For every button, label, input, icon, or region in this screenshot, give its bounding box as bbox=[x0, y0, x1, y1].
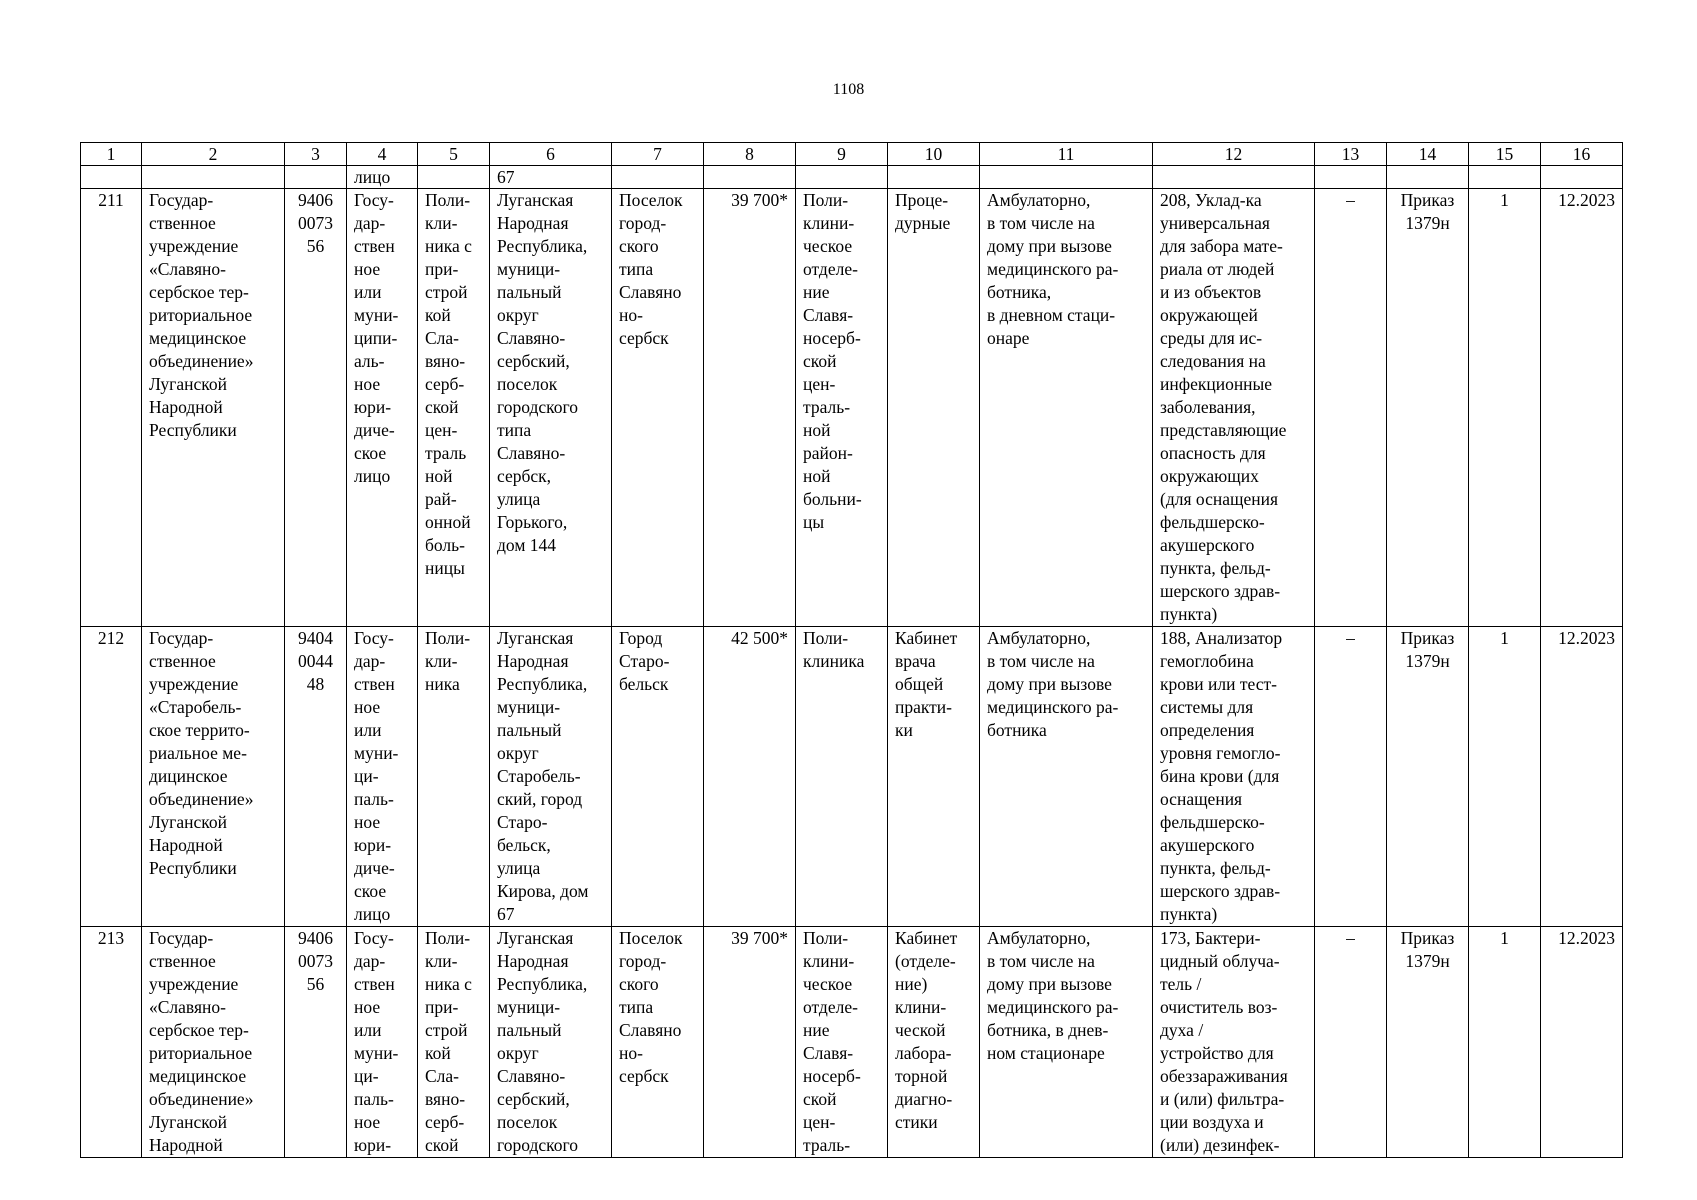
column-number: 2 bbox=[142, 143, 285, 166]
order-reference: Приказ 1379н bbox=[1387, 927, 1469, 1158]
table-cell: лицо bbox=[347, 166, 418, 189]
division: Поли- клини- ческое отделе- ние Славя- носерб- ской цен- траль- bbox=[796, 927, 888, 1158]
table-cell bbox=[888, 166, 980, 189]
table-cell bbox=[81, 166, 142, 189]
organization-code: 9406 0073 56 bbox=[285, 189, 347, 627]
address: Луганская Народная Республика, муници- пальный округ Славяно- сербский, поселок городского bbox=[490, 927, 612, 1158]
locality: Поселок город- ского типа Славяно но- сербск bbox=[612, 927, 704, 1158]
room: Проце- дурные bbox=[888, 189, 980, 627]
care-conditions: Амбулаторно, в том числе на дому при вызове медицинского ра- ботника bbox=[980, 627, 1153, 927]
quantity: 1 bbox=[1469, 927, 1541, 1158]
table-cell bbox=[612, 166, 704, 189]
table-row bbox=[81, 627, 1623, 927]
address: Луганская Народная Республика, муници- пальный округ Старобель- ский, город Старо- бельск, улица Кирова, дом 67 bbox=[490, 627, 612, 927]
population: 39 700* bbox=[704, 189, 796, 627]
date: 12.2023 bbox=[1541, 627, 1623, 927]
organization-type: Госу- дар- ствен ное или муни- ципи- аль- ное юри- диче- ское лицо bbox=[347, 189, 418, 627]
order-reference: Приказ 1379н bbox=[1387, 189, 1469, 627]
column-number-row bbox=[81, 143, 1623, 166]
column-number: 15 bbox=[1469, 143, 1541, 166]
address: Луганская Народная Республика, муници- пальный округ Славяно- сербский, поселок городского типа Славяно- сербск, улица Горького, дом 144 bbox=[490, 189, 612, 627]
date: 12.2023 bbox=[1541, 927, 1623, 1158]
facility-unit: Поли- кли- ника bbox=[418, 627, 490, 927]
equipment: 208, Уклад-ка универсальная для забора мате- риала от людей и из объектов окружающей среды для ис- следования на инфекционные заболевания, представляющие опасность для окружающих (для оснащения фельдшерско- акушерского пункта, фельд- шерского здрав- пункта) bbox=[1153, 189, 1315, 627]
column-number: 5 bbox=[418, 143, 490, 166]
continuation-row bbox=[81, 166, 1623, 189]
organization-name: Государ- ственное учреждение «Старобель- ское террито- риальное ме- дицинское объединение» Луганской Народной Республики bbox=[142, 627, 285, 927]
row-number: 212 bbox=[81, 627, 142, 927]
locality: Поселок город- ского типа Славяно но- сербск bbox=[612, 189, 704, 627]
table-cell bbox=[1469, 166, 1541, 189]
order-reference: Приказ 1379н bbox=[1387, 627, 1469, 927]
division: Поли- клини- ческое отделе- ние Славя- носерб- ской цен- траль- ной район- ной больни- цы bbox=[796, 189, 888, 627]
row-number: 211 bbox=[81, 189, 142, 627]
column-number: 11 bbox=[980, 143, 1153, 166]
column-13-value: – bbox=[1315, 927, 1387, 1158]
column-number: 12 bbox=[1153, 143, 1315, 166]
column-number: 8 bbox=[704, 143, 796, 166]
table-row bbox=[81, 189, 1623, 627]
equipment: 188, Анализатор гемоглобина крови или тест- системы для определения уровня гемогло- бина крови (для оснащения фельдшерско- акушерского пункта, фельд- шерского здрав- пункта) bbox=[1153, 627, 1315, 927]
column-number: 16 bbox=[1541, 143, 1623, 166]
row-number: 213 bbox=[81, 927, 142, 1158]
organization-code: 9406 0073 56 bbox=[285, 927, 347, 1158]
population: 39 700* bbox=[704, 927, 796, 1158]
column-number: 14 bbox=[1387, 143, 1469, 166]
care-conditions: Амбулаторно, в том числе на дому при вызове медицинского ра- ботника, в дневном стаци- онаре bbox=[980, 189, 1153, 627]
column-number: 1 bbox=[81, 143, 142, 166]
quantity: 1 bbox=[1469, 189, 1541, 627]
care-conditions: Амбулаторно, в том числе на дому при вызове медицинского ра- ботника, в днев- ном стационаре bbox=[980, 927, 1153, 1158]
table-cell: 67 bbox=[490, 166, 612, 189]
column-number: 4 bbox=[347, 143, 418, 166]
table-cell bbox=[285, 166, 347, 189]
column-13-value: – bbox=[1315, 189, 1387, 627]
column-number: 13 bbox=[1315, 143, 1387, 166]
column-number: 10 bbox=[888, 143, 980, 166]
table-cell bbox=[796, 166, 888, 189]
date: 12.2023 bbox=[1541, 189, 1623, 627]
page-number: 1108 bbox=[832, 81, 865, 98]
table-cell bbox=[1387, 166, 1469, 189]
division: Поли- клиника bbox=[796, 627, 888, 927]
column-number: 9 bbox=[796, 143, 888, 166]
table-cell bbox=[142, 166, 285, 189]
equipment: 173, Бактери- цидный облуча- тель / очиститель воз- духа / устройство для обеззараживания и (или) фильтра- ции воздуха и (или) дезинфек- bbox=[1153, 927, 1315, 1158]
facility-unit: Поли- кли- ника с при- строй кой Сла- вяно- серб- ской bbox=[418, 927, 490, 1158]
organization-code: 9404 0044 48 bbox=[285, 627, 347, 927]
registry-table bbox=[80, 142, 1623, 1158]
column-number: 7 bbox=[612, 143, 704, 166]
locality: Город Старо- бельск bbox=[612, 627, 704, 927]
table-cell bbox=[1153, 166, 1315, 189]
column-13-value: – bbox=[1315, 627, 1387, 927]
facility-unit: Поли- кли- ника с при- строй кой Сла- вяно- серб- ской цен- траль ной рай- онной боль- ницы bbox=[418, 189, 490, 627]
table-cell bbox=[980, 166, 1153, 189]
quantity: 1 bbox=[1469, 627, 1541, 927]
organization-name: Государ- ственное учреждение «Славяно- сербское тер- риториальное медицинское объединение» Луганской Народной Республики bbox=[142, 189, 285, 627]
population: 42 500* bbox=[704, 627, 796, 927]
organization-name: Государ- ственное учреждение «Славяно- сербское тер- риториальное медицинское объединение» Луганской Народной bbox=[142, 927, 285, 1158]
table-cell bbox=[418, 166, 490, 189]
organization-type: Госу- дар- ствен ное или муни- ци- паль- ное юри- диче- ское лицо bbox=[347, 627, 418, 927]
organization-type: Госу- дар- ствен ное или муни- ци- паль- ное юри- bbox=[347, 927, 418, 1158]
room: Кабинет (отделе- ние) клини- ческой лабора- торной диагно- стики bbox=[888, 927, 980, 1158]
column-number: 6 bbox=[490, 143, 612, 166]
column-number: 3 bbox=[285, 143, 347, 166]
table-cell bbox=[1541, 166, 1623, 189]
room: Кабинет врача общей практи- ки bbox=[888, 627, 980, 927]
table-cell bbox=[1315, 166, 1387, 189]
table-row bbox=[81, 927, 1623, 1158]
table-cell bbox=[704, 166, 796, 189]
